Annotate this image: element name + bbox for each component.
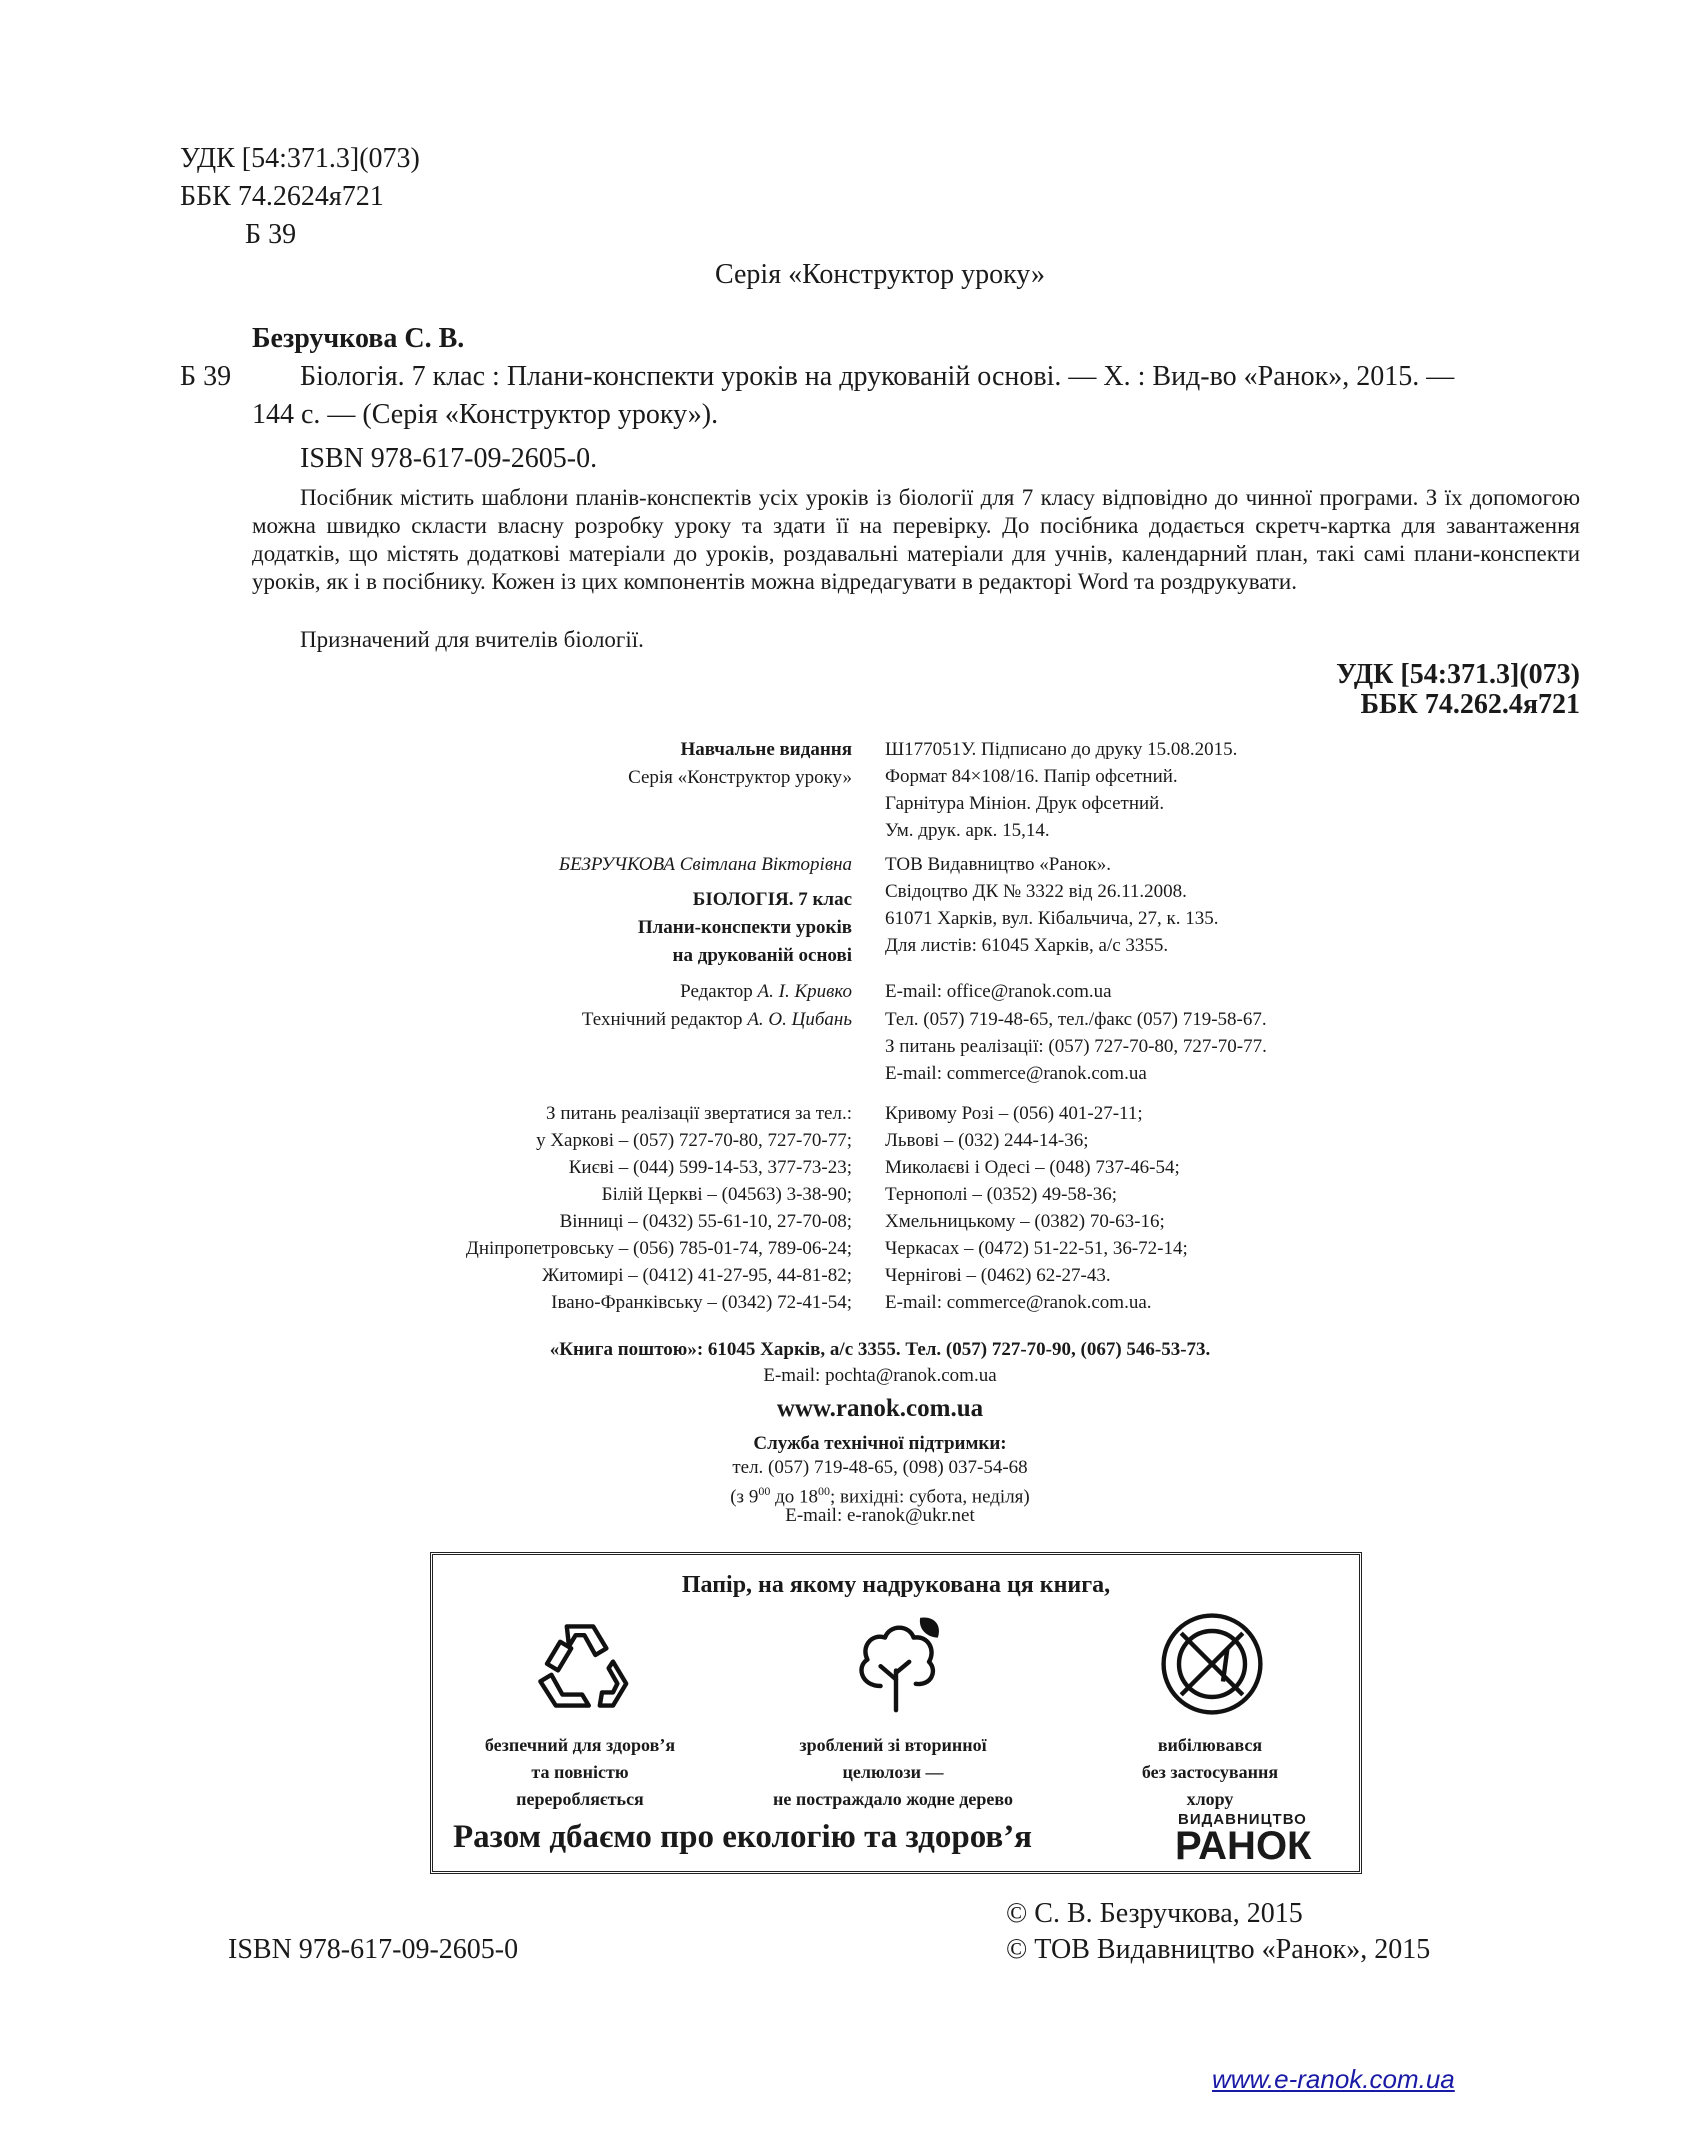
caption-line: зроблений зі вторинної — [799, 1735, 987, 1755]
contact-info-4: E-mail: commerce@ranok.com.ua — [885, 1063, 1147, 1084]
tech-editor-line — [300, 1006, 852, 1033]
publisher-info-3: 61071 Харків, вул. Кібальчича, 27, к. 135. — [885, 908, 1219, 929]
no-chlorine-icon — [1157, 1609, 1267, 1719]
caption-line: целюлози — — [842, 1762, 944, 1782]
sales-right-line: Львові – (032) 244-14-36; — [885, 1130, 1089, 1151]
website-link[interactable]: www.ranok.com.ua — [776, 1395, 984, 1422]
sales-left — [300, 1100, 852, 1316]
mail-order-line: «Книга поштою»: 61045 Харків, а/с 3355. Тел. (057) 727-70-90, (067) 546-53-73. — [549, 1339, 1211, 1360]
sales-right-line: Кривому Розі – (056) 401-27-11; — [885, 1103, 1143, 1124]
caption-line: без застосування — [1141, 1762, 1279, 1782]
imprint-title: БІОЛОГІЯ. 7 клас — [692, 889, 852, 910]
sales-left-line: Вінниці – (0432) 55-61-10, 27-70-08; — [559, 1211, 852, 1232]
bbk-right: ББК 74.262.4я721 — [1360, 689, 1580, 720]
support-title: Служба технічної підтримки: — [753, 1433, 1007, 1454]
print-info-2: Формат 84×108/16. Папір офсетний. — [885, 766, 1178, 787]
eco-heading: Папір, на якому надрукована ця книга, — [681, 1572, 1111, 1598]
print-info-1: Ш177051У. Підписано до друку 15.08.2015. — [885, 739, 1238, 760]
recycle-icon — [525, 1611, 635, 1721]
editor-name: А. І. Кривко — [757, 981, 852, 1002]
sales-right-line: Черкасах – (0472) 51-22-51, 36-72-14; — [885, 1238, 1188, 1259]
caption-line: та повністю — [531, 1762, 629, 1782]
imprint-author-surname: БЕЗРУЧКОВА — [558, 854, 675, 875]
imprint-author — [300, 851, 852, 878]
imprint-subtitle1: Плани-конспекти уроків — [637, 917, 852, 938]
bib-description-line2: 144 с. — (Серія «Конструктор уроку»). — [252, 399, 719, 430]
copyright-publisher: © ТОВ Видавництво «Ранок», 2015 — [1006, 1934, 1431, 1965]
sales-right-line: Чернігові – (0462) 62-27-43. — [885, 1265, 1111, 1286]
bib-code: Б 39 — [180, 361, 232, 392]
footer-web-link[interactable]: www.e-ranok.com.ua — [1212, 2064, 1455, 2094]
imprint-subtitle2: на друкованій основі — [672, 945, 852, 966]
sales-right — [885, 1100, 1188, 1316]
edition-type: Навчальне видання — [680, 739, 852, 760]
udk-code: УДК [54:371.3](073) — [180, 143, 420, 174]
caption-line: безпечний для здоров’я — [484, 1735, 676, 1755]
tree-icon — [841, 1609, 951, 1719]
hours-mid: до 18 — [770, 1486, 818, 1508]
tech-editor-name: А. О. Цибань — [747, 1009, 852, 1030]
eco-slogan: Разом дбаємо про екологію та здоров’я — [453, 1819, 1033, 1855]
editor-line — [300, 978, 852, 1005]
hours-sup: 00 — [758, 1484, 771, 1498]
imprint-author-name: Світлана Вікторівна — [679, 854, 852, 875]
eco-box — [430, 1552, 1362, 1874]
publisher-logo-top: ВИДАВНИЦТВО — [1178, 1811, 1307, 1828]
caption-line: не постраждало жодне дерево — [773, 1789, 1013, 1809]
contact-info-2: Тел. (057) 719-48-65, тел./факс (057) 719-58-67. — [885, 1009, 1267, 1030]
sales-left-line: Івано-Франківську – (0342) 72-41-54; — [551, 1292, 852, 1313]
hours-suffix: ; вихідні: субота, неділя) — [830, 1486, 1030, 1508]
print-info-3: Гарнітура Мініон. Друк офсетний. — [885, 793, 1165, 814]
sales-left-line: Дніпропетровську – (056) 785-01-74, 789-06-24; — [465, 1238, 852, 1259]
udk-right: УДК [54:371.3](073) — [1336, 659, 1580, 690]
annotation-text: Посібник містить шаблони планів-конспектів усіх уроків із біології для 7 класу відповідно до чинної програми. З їх допомогою можна швидко скласти власну розробку уроку та здати її на перевірку. До посібника додається скретч-картка для завантаження додатків, що містять додаткові матеріали до уроків, роздавальні матеріали для учнів, календарний план, такі самі плани-конспекти уроків, як і в посібнику. Кожен із цих компонентів можна відредагувати в редакторі Word та роздрукувати. — [252, 485, 1580, 594]
eco-caption-2 — [753, 1732, 1033, 1813]
caption-line: хлору — [1186, 1789, 1234, 1809]
hours-sup: 00 — [818, 1484, 830, 1498]
sales-left-line: Києві – (044) 599-14-53, 377-73-23; — [568, 1157, 852, 1178]
author-mark: Б 39 — [245, 219, 297, 250]
support-email: E-mail: e-ranok@ukr.net — [785, 1505, 975, 1526]
annotation-audience: Призначений для вчителів біології. — [300, 627, 644, 652]
copyright-author: © С. В. Безручкова, 2015 — [1006, 1898, 1303, 1929]
bib-isbn: ISBN 978-617-09-2605-0. — [300, 443, 598, 474]
sales-left-line: у Харкові – (057) 727-70-80, 727-70-77; — [536, 1130, 852, 1151]
footer-isbn: ISBN 978-617-09-2605-0 — [228, 1934, 519, 1965]
print-info-4: Ум. друк. арк. 15,14. — [885, 820, 1050, 841]
sales-right-line: E-mail: commerce@ranok.com.ua. — [885, 1292, 1152, 1313]
author-heading: Безручкова С. В. — [252, 323, 465, 354]
sales-right-line: Хмельницькому – (0382) 70-63-16; — [885, 1211, 1165, 1232]
eco-caption-3 — [1070, 1732, 1350, 1813]
publisher-info-4: Для листів: 61045 Харків, а/с 3355. — [885, 935, 1169, 956]
contact-info-3: З питань реалізації: (057) 727-70-80, 727-70-77. — [885, 1036, 1267, 1057]
sales-right-line: Миколаєві і Одесі – (048) 737-46-54; — [885, 1157, 1180, 1178]
series-line: Серія «Конструктор уроку» — [714, 259, 1045, 290]
tech-editor-label: Технічний редактор — [581, 1009, 743, 1030]
eco-caption-1 — [440, 1732, 720, 1813]
hours-prefix: (з 9 — [730, 1486, 759, 1508]
bib-description-line1: Біологія. 7 клас : Плани-конспекти уроків на друкованій основі. — Х. : Вид-во «Ранок», 2015. — — [300, 361, 1455, 392]
publisher-info-2: Свідоцтво ДК № 3322 від 26.11.2008. — [885, 881, 1187, 902]
editor-label: Редактор — [680, 981, 753, 1002]
sales-left-line: З питань реалізації звертатися за тел.: — [546, 1103, 852, 1124]
caption-line: вибілювався — [1157, 1735, 1263, 1755]
contact-info-1: E-mail: office@ranok.com.ua — [885, 981, 1112, 1002]
sales-left-line: Житомирі – (0412) 41-27-95, 44-81-82; — [542, 1265, 852, 1286]
caption-line: переробляється — [516, 1789, 644, 1809]
publisher-info-1: ТОВ Видавництво «Ранок». — [885, 854, 1111, 875]
support-phones: тел. (057) 719-48-65, (098) 037-54-68 — [732, 1457, 1028, 1478]
bbk-code: ББК 74.2624я721 — [180, 181, 384, 212]
sales-left-line: Білій Церкві – (04563) 3-38-90; — [601, 1184, 852, 1205]
sales-right-line: Тернополі – (0352) 49-58-36; — [885, 1184, 1117, 1205]
mail-order-email: E-mail: pochta@ranok.com.ua — [763, 1365, 997, 1386]
publisher-logo-main: РАНОК — [1175, 1824, 1312, 1868]
edition-series: Серія «Конструктор уроку» — [628, 767, 852, 788]
